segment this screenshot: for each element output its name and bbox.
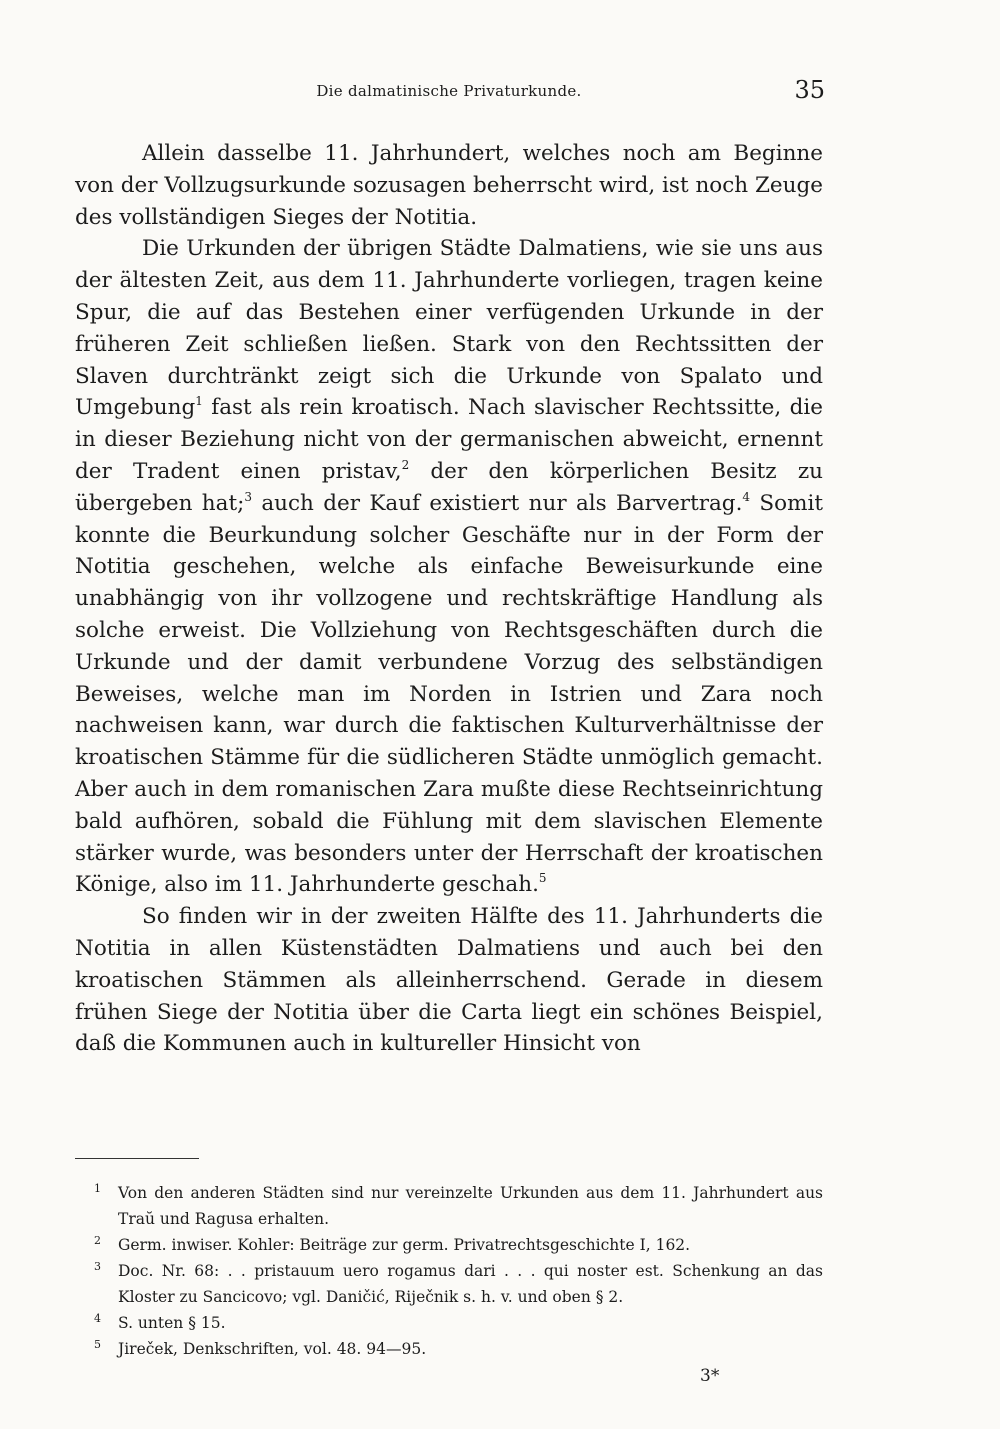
footnote-reference: 4 <box>742 489 751 504</box>
paragraph-text: auch der Kauf existiert nur als Barvertrag. <box>251 490 743 516</box>
footnote: 3 Doc. Nr. 68: . . pristauum uero rogamus dari . . . qui noster est. Schenkung an das Kloster zu Sancicovo; vgl. Daničić, Riječnik s. h. v. und oben § 2. <box>94 1260 823 1306</box>
paragraph <box>75 901 823 1060</box>
paragraph <box>75 233 823 901</box>
body-text <box>75 138 823 1060</box>
footnote-reference: 2 <box>401 457 410 472</box>
page-header <box>75 76 823 106</box>
paragraph-text: Allein dasselbe 11. Jahrhundert, welches noch am Beginne von der Vollzugsurkunde sozusagen beherrscht wird, ist noch Zeuge des vollständigen Sieges der Notitia. <box>75 141 823 230</box>
footnote-text: S. unten § 15. <box>118 1314 226 1332</box>
footnote-separator <box>75 1158 199 1159</box>
footnote: 4 S. unten § 15. <box>94 1312 226 1332</box>
page-number: 35 <box>794 76 825 104</box>
paragraph <box>75 138 823 233</box>
footnote-text: Doc. Nr. 68: . . pristauum uero rogamus dari . . . qui noster est. Schenkung an das Kloster zu Sancicovo; vgl. Daničić, Riječnik s. h. v. und oben § 2. <box>118 1262 823 1306</box>
footnotes <box>94 1180 823 1362</box>
footnote-text: Jireček, Denkschriften, vol. 48. 94—95. <box>118 1340 427 1358</box>
paragraph-text: So finden wir in der zweiten Hälfte des 11. Jahrhunderts die Notitia in allen Küstenstädten Dalmatiens und auch bei den kroatischen Stämmen als alleinherrschend. Gerade in diesem frühen Siege der Notitia über die Carta liegt ein schönes Beispiel, daß die Kommunen auch in kultureller Hinsicht von <box>75 904 823 1057</box>
paragraph-text: der den körperlichen Besitz zu übergeben hat; <box>75 458 823 516</box>
footnote-text: Germ. inwiser. Kohler: Beiträge zur germ. Privatrechtsgeschichte I, 162. <box>118 1236 691 1254</box>
footnote-reference: 3 <box>244 489 252 504</box>
footnote: 1 Von den anderen Städten sind nur vereinzelte Urkunden aus dem 11. Jahrhundert aus Traŭ und Ragusa erhalten. <box>94 1182 823 1228</box>
footnote: 5 Jireček, Denkschriften, vol. 48. 94—95. <box>94 1338 427 1358</box>
footnote-text: Von den anderen Städten sind nur vereinzelte Urkunden aus dem 11. Jahrhundert aus Traŭ und Ragusa erhalten. <box>118 1184 823 1228</box>
paragraph-text: Somit konnte die Beurkundung solcher Geschäfte nur in der Form der Notitia geschehen, welche als einfache Beweisurkunde eine unabhängig von ihr vollzogene und rechtskräftige Handlung als solche erweist. Die Vollziehung von Rechtsgeschäften durch die Urkunde und der damit verbundene Vorzug des selbständigen Beweises, welche man im Norden in Istrien und Zara noch nachweisen kann, war durch die faktischen Kulturverhältnisse der kroatischen Stämme für die südlicheren Städte unmöglich gemacht. Aber auch in dem romanischen Zara mußte diese Rechtseinrichtung bald aufhören, sobald die Fühlung mit dem slavischen Elemente stärker wurde, was besonders unter der Herrschaft der kroatischen Könige, also im 11. Jahrhunderte geschah. <box>75 490 823 898</box>
paragraph-text: Die Urkunden der übrigen Städte Dalmatiens, wie sie uns aus der ältesten Zeit, aus dem 11. Jahrhunderte vorliegen, tragen keine Spur, die auf das Bestehen einer verfügenden Urkunde in der früheren Zeit schließen ließen. Stark von den Rechtssitten der Slaven durchtränkt zeigt sich die Urkunde von Spalato und Umgebung <box>75 236 823 421</box>
running-title: Die dalmatinische Privaturkunde. <box>316 82 582 100</box>
signature-mark: 3* <box>700 1366 720 1386</box>
paragraph-text: fast als rein kroatisch. Nach slavischer Rechtssitte, die in dieser Beziehung nicht von der germanischen abweicht, ernennt der Tradent einen pristav, <box>75 395 823 484</box>
footnote: 2 Germ. inwiser. Kohler: Beiträge zur germ. Privatrechtsgeschichte I, 162. <box>94 1234 691 1254</box>
footnote-reference: 1 <box>195 394 203 409</box>
footnote-reference: 5 <box>538 871 547 886</box>
